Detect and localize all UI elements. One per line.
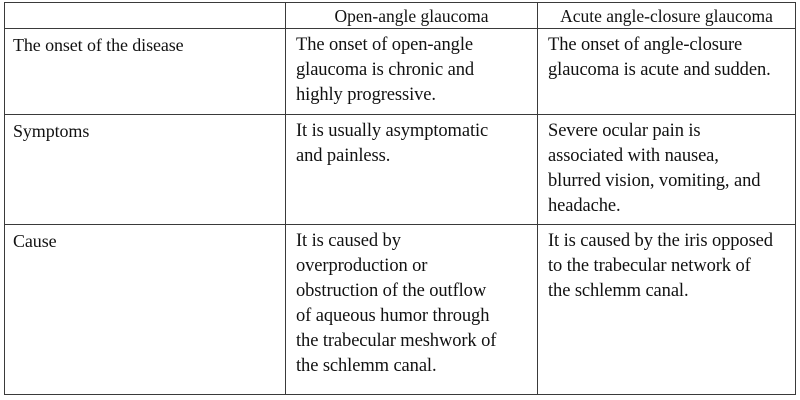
header-open-angle: Open-angle glaucoma [286, 3, 538, 29]
cell-symptoms-angle-closure [538, 115, 796, 225]
header-angle-closure: Acute angle-closure glaucoma [538, 3, 796, 29]
row-label-onset [5, 29, 286, 115]
cell-onset-angle-closure [538, 29, 796, 115]
row-label-symptoms-text: Symptoms [13, 121, 90, 141]
cell-symptoms-open-angle [286, 115, 538, 225]
header-corner-cell [5, 3, 286, 29]
cell-onset-open-angle-text: The onset of open-angle glaucoma is chronic and highly progressive. [296, 35, 475, 105]
cell-symptoms-angle-closure-text: Severe ocular pain is associated with nausea, blurred vision, vomiting, and headache. [548, 121, 761, 216]
table-row-onset [5, 29, 796, 115]
cell-onset-open-angle [286, 29, 538, 115]
cell-cause-open-angle [286, 225, 538, 395]
cell-cause-angle-closure-text: It is caused by the iris opposed to the trabecular network of the schlemm canal. [548, 231, 773, 301]
cell-cause-angle-closure [538, 225, 796, 395]
table-row-symptoms [5, 115, 796, 225]
table-row-cause [5, 225, 796, 395]
row-label-cause-text: Cause [13, 231, 57, 251]
cell-onset-angle-closure-text: The onset of angle-closure glaucoma is acute and sudden. [548, 35, 771, 80]
row-label-symptoms [5, 115, 286, 225]
table-header-row [5, 3, 796, 29]
row-label-onset-text: The onset of the disease [13, 35, 184, 55]
row-label-cause [5, 225, 286, 395]
cell-cause-open-angle-text: It is caused by overproduction or obstruction of the outflow of aqueous humor through the trabecular meshwork of the schlemm canal. [296, 231, 497, 376]
glaucoma-comparison-table [4, 2, 796, 395]
cell-symptoms-open-angle-text: It is usually asymptomatic and painless. [296, 121, 489, 166]
